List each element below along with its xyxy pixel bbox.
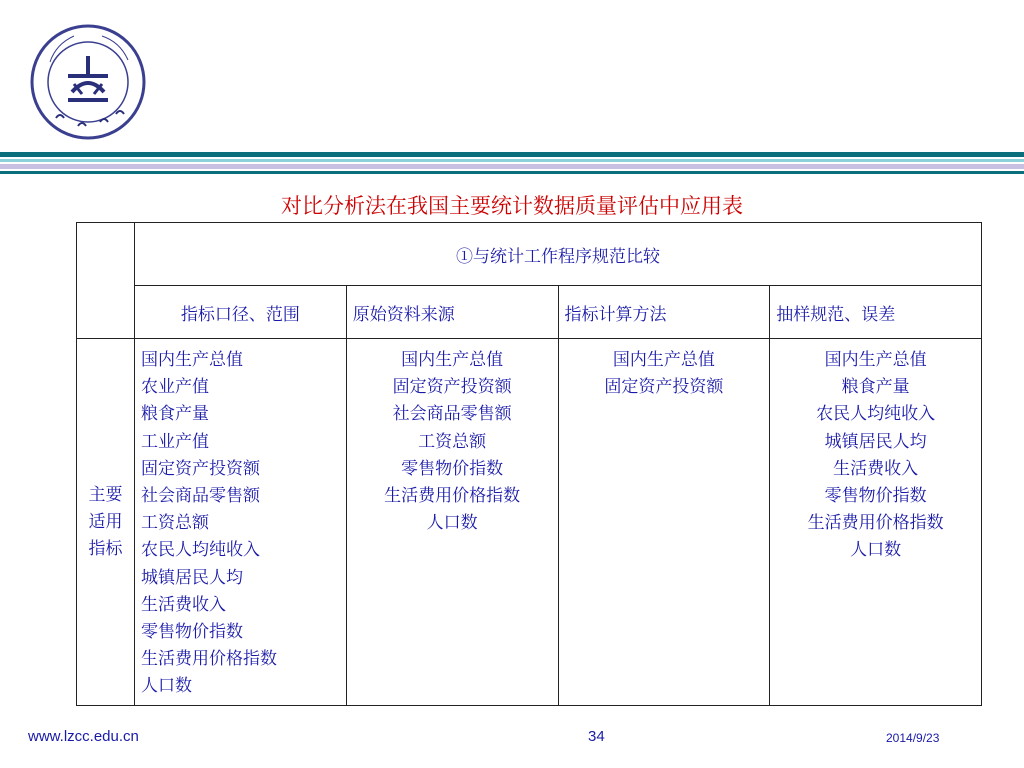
cell-line: 农业产值	[141, 377, 209, 398]
table-cell	[770, 339, 982, 706]
cell-line: 零售物价指数	[401, 458, 504, 479]
row-label-line: 主要	[88, 484, 123, 505]
row-label-line: 指标	[88, 538, 123, 559]
cell-line: 国内生产总值	[824, 350, 927, 370]
cell-line: 固定资产投资额	[604, 377, 724, 398]
cell-line: 国内生产总值	[612, 350, 715, 370]
cell-line: 生活费收入	[833, 458, 919, 479]
column-header: 指标口径、范围	[135, 286, 347, 339]
cell-line: 生活费用价格指数	[384, 486, 521, 507]
cell-line: 生活费用价格指数	[807, 513, 944, 534]
cell-line: 国内生产总值	[401, 350, 504, 370]
table-cell	[346, 339, 558, 706]
cell-line: 人口数	[141, 676, 192, 697]
cell-line: 固定资产投资额	[141, 458, 260, 479]
group-header: ①与统计工作程序规范比较	[135, 223, 982, 286]
header-divider	[0, 159, 1024, 162]
row-label	[77, 339, 135, 706]
cell-list	[565, 347, 764, 401]
comparison-table	[76, 222, 982, 706]
cell-line: 零售物价指数	[824, 486, 927, 507]
cell-line: 固定资产投资额	[392, 377, 512, 398]
header-divider	[0, 171, 1024, 174]
college-logo	[28, 22, 148, 142]
page-number: 34	[588, 728, 605, 745]
cell-line: 生活费用价格指数	[141, 649, 277, 670]
footer-url: www.lzcc.edu.cn	[28, 728, 139, 745]
cell-line: 生活费收入	[141, 594, 226, 615]
cell-line: 零售物价指数	[141, 622, 243, 643]
cell-list	[776, 347, 975, 565]
college-seal-icon	[28, 22, 148, 142]
slide-title: 对比分析法在我国主要统计数据质量评估中应用表	[281, 194, 743, 218]
cell-line: 工业产值	[141, 431, 209, 452]
cell-line: 粮食产量	[141, 404, 209, 425]
header-divider	[0, 164, 1024, 169]
cell-line: 人口数	[426, 513, 478, 534]
column-header: 原始资料来源	[346, 286, 558, 339]
cell-line: 城镇居民人均	[141, 567, 243, 588]
header-divider	[0, 152, 1024, 157]
cell-line: 社会商品零售额	[141, 486, 260, 507]
corner-cell	[77, 223, 135, 339]
cell-line: 农民人均纯收入	[141, 540, 260, 561]
table-cell	[558, 339, 770, 706]
cell-line: 工资总额	[418, 431, 487, 452]
cell-line: 社会商品零售额	[392, 404, 512, 425]
cell-list	[141, 347, 340, 701]
table-cell	[135, 339, 347, 706]
cell-line: 人口数	[850, 540, 902, 561]
cell-line: 粮食产量	[841, 377, 910, 398]
cell-list	[353, 347, 552, 537]
column-header: 指标计算方法	[558, 286, 770, 339]
cell-line: 工资总额	[141, 513, 209, 534]
cell-line: 国内生产总值	[141, 350, 243, 370]
column-header: 抽样规范、误差	[770, 286, 982, 339]
footer-date: 2014/9/23	[886, 731, 940, 745]
cell-line: 农民人均纯收入	[816, 404, 936, 425]
cell-line: 城镇居民人均	[824, 431, 927, 452]
row-label-line: 适用	[88, 511, 123, 532]
